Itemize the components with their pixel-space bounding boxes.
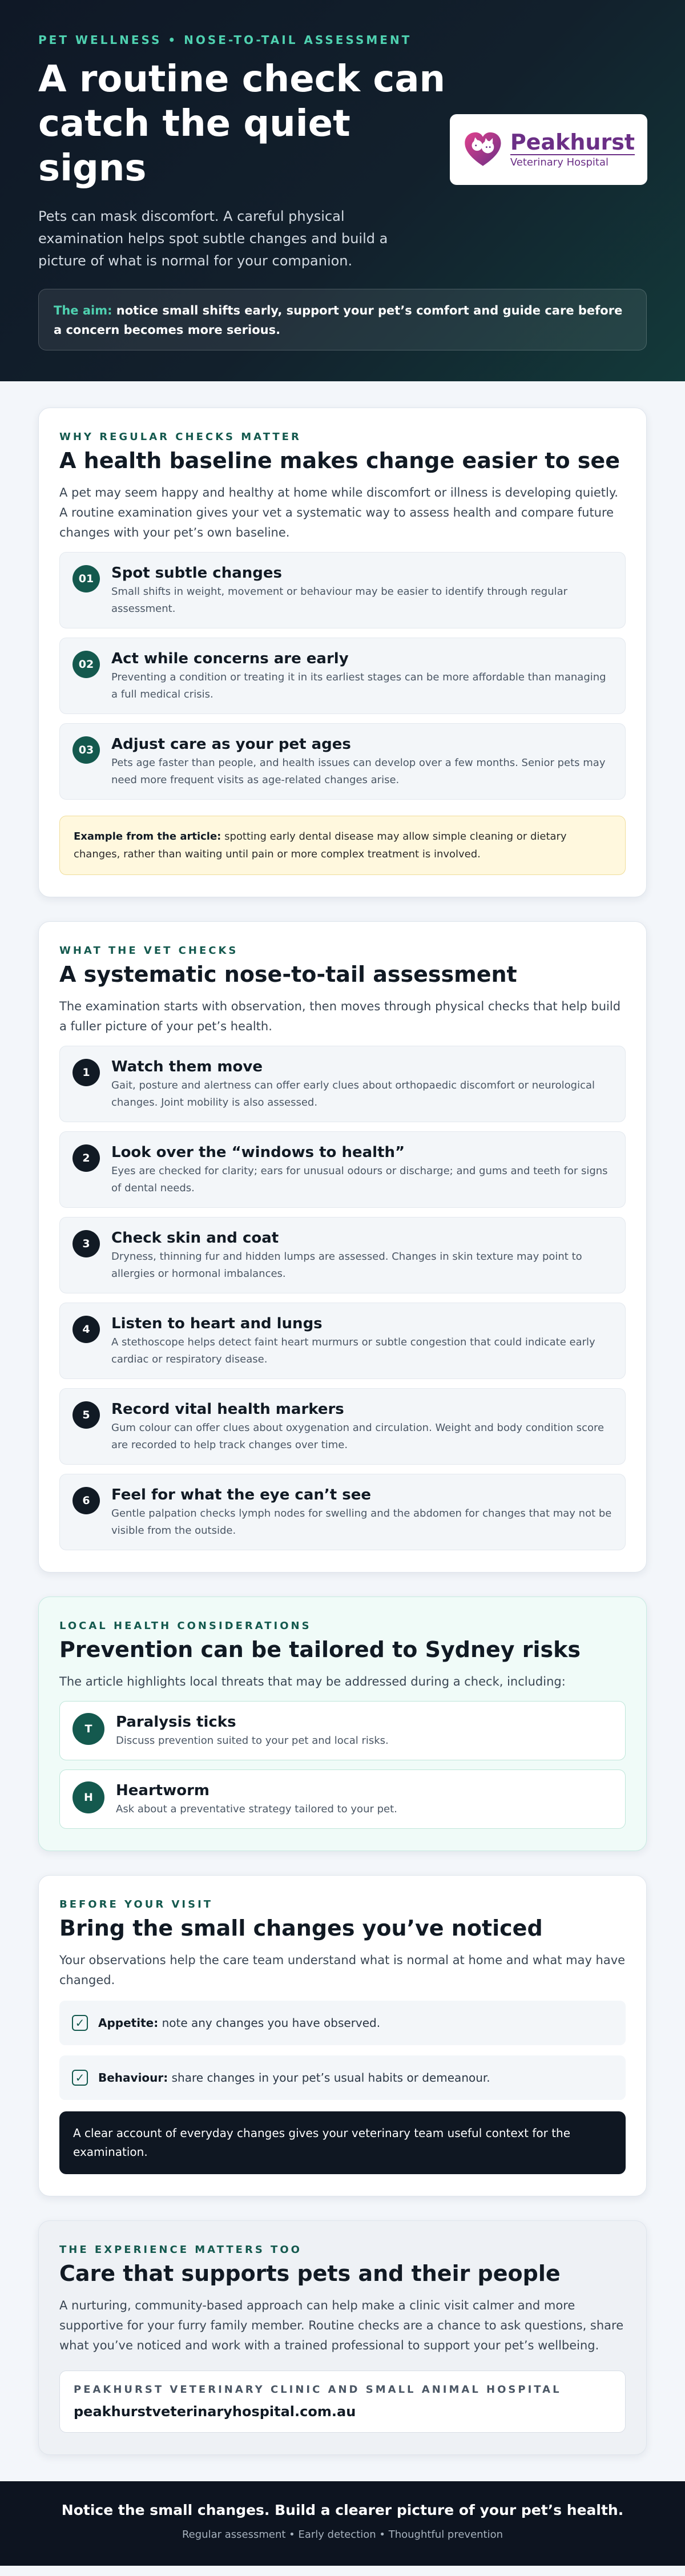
step-number: 03	[72, 736, 100, 764]
section-lead: The article highlights local threats that may be addressed during a check, including:	[59, 1675, 566, 1688]
section-title: A systematic nose-to-tail assessment	[59, 962, 517, 987]
section-label: THE EXPERIENCE MATTERS TOO	[59, 2244, 302, 2256]
aim-text: notice small shifts early, support your pet’s comfort and guide care before a concern becomes more serious.	[54, 304, 623, 337]
vet-checks-section	[38, 921, 647, 1573]
list-item	[59, 1303, 626, 1379]
step-text: Gum colour can offer clues about oxygenation and circulation. Weight and body condition score are recorded to help track changes over time.	[111, 1422, 605, 1451]
footer-headline: Notice the small changes. Build a clearer picture of your pet’s health.	[61, 2502, 624, 2518]
risk-text: Discuss prevention suited to your pet and local risks.	[116, 1735, 389, 1747]
step-number: 01	[72, 565, 100, 592]
section-lead: Your observations help the care team understand what is normal at home and what may have changed.	[59, 1953, 626, 1987]
section-lead: A pet may seem happy and healthy at home while discomfort or illness is developing quietly. A routine examination gives your vet a systematic way to assess health and compare future changes with your pet’s own baseline.	[59, 486, 618, 539]
example-text: spotting early dental disease may allow simple cleaning or dietary changes, rather than waiting until pain or more complex treatment is involved.	[74, 831, 567, 860]
section-title: A health baseline makes change easier to see	[59, 448, 620, 473]
checklist-label: Appetite:	[98, 2016, 159, 2030]
checklist-text: share changes in your pet’s usual habits or demeanour.	[171, 2071, 490, 2085]
logo-name: Peakhurst	[510, 130, 635, 155]
step-title: Listen to heart and lungs	[111, 1315, 323, 1332]
section-label: BEFORE YOUR VISIT	[59, 1898, 213, 1910]
why-section	[38, 408, 647, 897]
section-title: Prevention can be tailored to Sydney risks	[59, 1637, 581, 1662]
step-text: Pets age faster than people, and health issues can develop over a few months. Senior pets may need more frequent visits as age-related changes arise.	[111, 757, 606, 786]
list-item	[59, 1701, 626, 1760]
list-item	[59, 1046, 626, 1122]
clinic-info	[59, 2371, 626, 2433]
step-number: 02	[72, 651, 100, 678]
logo-subtitle: Veterinary Hospital	[510, 154, 635, 169]
step-title: Spot subtle changes	[111, 565, 282, 582]
step-text: Preventing a condition or treating it in its earliest stages can be more affordable than managing a full medical crisis.	[111, 671, 606, 700]
list-item	[59, 638, 626, 714]
risk-badge: H	[72, 1781, 104, 1813]
aim-label: The aim:	[54, 304, 112, 317]
example-callout	[59, 816, 626, 875]
step-title: Feel for what the eye can’t see	[111, 1486, 371, 1503]
section-label: WHAT THE VET CHECKS	[59, 945, 239, 957]
checkmark-icon: ✓	[72, 2070, 88, 2086]
section-label: LOCAL HEALTH CONSIDERATIONS	[59, 1620, 312, 1632]
risk-title: Heartworm	[116, 1782, 209, 1799]
step-number: 1	[72, 1059, 100, 1086]
context-note: A clear account of everyday changes gives your veterinary team useful context for the examination.	[59, 2111, 626, 2174]
list-item	[59, 1388, 626, 1465]
step-text: Gentle palpation checks lymph nodes for swelling and the abdomen for changes that may not be visible from the outside.	[111, 1507, 612, 1537]
footer-tagline: Regular assessment • Early detection • Thoughtful prevention	[182, 2529, 503, 2541]
step-number: 4	[72, 1316, 100, 1343]
step-title: Record vital health markers	[111, 1401, 344, 1418]
risk-title: Paralysis ticks	[116, 1714, 236, 1731]
step-number: 3	[72, 1230, 100, 1257]
section-label: WHY REGULAR CHECKS MATTER	[59, 431, 301, 443]
step-title: Act while concerns are early	[111, 650, 349, 667]
section-lead: The examination starts with observation, then moves through physical checks that help build a fuller picture of your pet’s health.	[59, 999, 621, 1033]
footer	[0, 2481, 685, 2566]
step-number: 6	[72, 1487, 100, 1514]
before-visit-section	[38, 1875, 647, 2196]
aim-box	[38, 289, 647, 350]
list-item	[59, 1217, 626, 1293]
hero-eyebrow: PET WELLNESS • NOSE-TO-TAIL ASSESSMENT	[38, 33, 412, 47]
checklist-item	[59, 2001, 626, 2045]
example-label: Example from the article:	[74, 831, 221, 842]
clinic-logo	[450, 114, 647, 185]
step-text: Eyes are checked for clarity; ears for unusual odours or discharge; and gums and teeth for signs of dental needs.	[111, 1165, 608, 1194]
local-risks-section	[38, 1597, 647, 1851]
clinic-website-link[interactable]: peakhurstveterinaryhospital.com.au	[74, 2404, 356, 2420]
hero-intro: Pets can mask discomfort. A careful physical examination helps spot subtle changes and build a picture of what is normal for your companion.	[38, 208, 388, 269]
checkmark-icon: ✓	[72, 2015, 88, 2031]
section-lead: A nurturing, community-based approach can help make a clinic visit calmer and more supportive for your furry family member. Routine checks are a chance to ask questions, share what you’ve noticed and work with a trained professional to support your pet’s wellbeing.	[59, 2299, 624, 2352]
step-title: Adjust care as your pet ages	[111, 736, 351, 753]
list-item	[59, 1769, 626, 1829]
step-title: Check skin and coat	[111, 1229, 279, 1247]
page-title: A routine check can catch the quiet signs	[38, 58, 446, 190]
hero-banner	[0, 0, 685, 381]
step-number: 2	[72, 1144, 100, 1172]
clinic-name: PEAKHURST VETERINARY CLINIC AND SMALL ANIMAL HOSPITAL	[74, 2384, 562, 2396]
section-title: Bring the small changes you’ve noticed	[59, 1916, 543, 1941]
step-number: 5	[72, 1401, 100, 1429]
heart-pet-icon	[462, 122, 503, 177]
checklist-label: Behaviour:	[98, 2071, 168, 2085]
section-title: Care that supports pets and their people	[59, 2261, 561, 2286]
checklist-item	[59, 2055, 626, 2100]
list-item	[59, 552, 626, 628]
list-item	[59, 1474, 626, 1550]
step-text: A stethoscope helps detect faint heart murmurs or subtle congestion that could indicate early cardiac or respiratory disease.	[111, 1336, 595, 1365]
step-text: Dryness, thinning fur and hidden lumps are assessed. Changes in skin texture may point to allergies or hormonal imbalances.	[111, 1251, 582, 1280]
step-text: Gait, posture and alertness can offer early clues about orthopaedic discomfort or neurological changes. Joint mobility is also assessed.	[111, 1079, 595, 1108]
experience-section	[38, 2220, 647, 2455]
list-item	[59, 1131, 626, 1208]
risk-text: Ask about a preventative strategy tailored to your pet.	[116, 1803, 397, 1815]
step-text: Small shifts in weight, movement or behaviour may be easier to identify through regular assessment.	[111, 586, 568, 615]
risk-badge: T	[72, 1713, 104, 1745]
checklist-text: note any changes you have observed.	[162, 2016, 381, 2030]
list-item	[59, 723, 626, 800]
step-title: Watch them move	[111, 1058, 263, 1075]
step-title: Look over the “windows to health”	[111, 1144, 405, 1161]
